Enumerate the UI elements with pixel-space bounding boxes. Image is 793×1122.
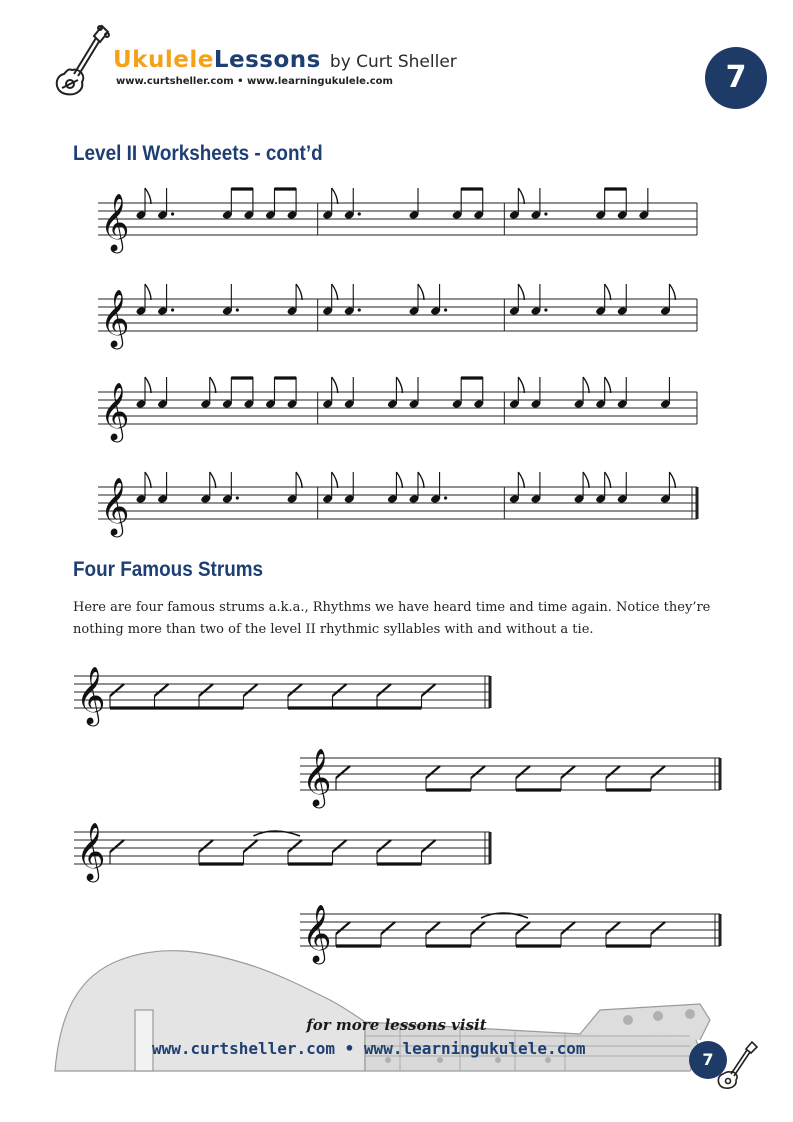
treble-clef-icon: 𝄞 (100, 289, 130, 347)
treble-clef-icon: 𝄞 (76, 666, 106, 724)
footer-urls[interactable]: www.curtsheller.com • www.learningukulele.com (152, 1039, 586, 1058)
treble-clef-icon: 𝄞 (76, 822, 106, 880)
worksheets-heading: Level II Worksheets - cont’d (73, 142, 323, 165)
strums-intro-text: Here are four famous strums a.k.a., Rhythms we have heard time and time again. Notice they’re nothing more than two of the level II rhythmic syllables with and without a tie. (73, 600, 711, 637)
treble-clef-icon: 𝄞 (100, 477, 130, 535)
footer-page-badge: 7 (689, 1041, 727, 1079)
brand-ukulele: Ukulele (113, 47, 214, 73)
treble-clef-icon: 𝄞 (302, 748, 332, 806)
treble-clef-icon: 𝄞 (100, 193, 130, 251)
treble-clef-icon: 𝄞 (302, 904, 332, 962)
footer-ukulele-icon (715, 1040, 759, 1092)
footer-visit-text: for more lessons visit (306, 1016, 487, 1034)
brand-author: by Curt Sheller (329, 52, 457, 72)
page-number-badge: 7 (705, 47, 767, 109)
strums-heading: Four Famous Strums (73, 558, 264, 581)
brand-lessons: Lessons (213, 47, 321, 73)
header-urls: www.curtsheller.com • www.learningukulele.com (116, 76, 393, 87)
treble-clef-icon: 𝄞 (100, 382, 130, 440)
